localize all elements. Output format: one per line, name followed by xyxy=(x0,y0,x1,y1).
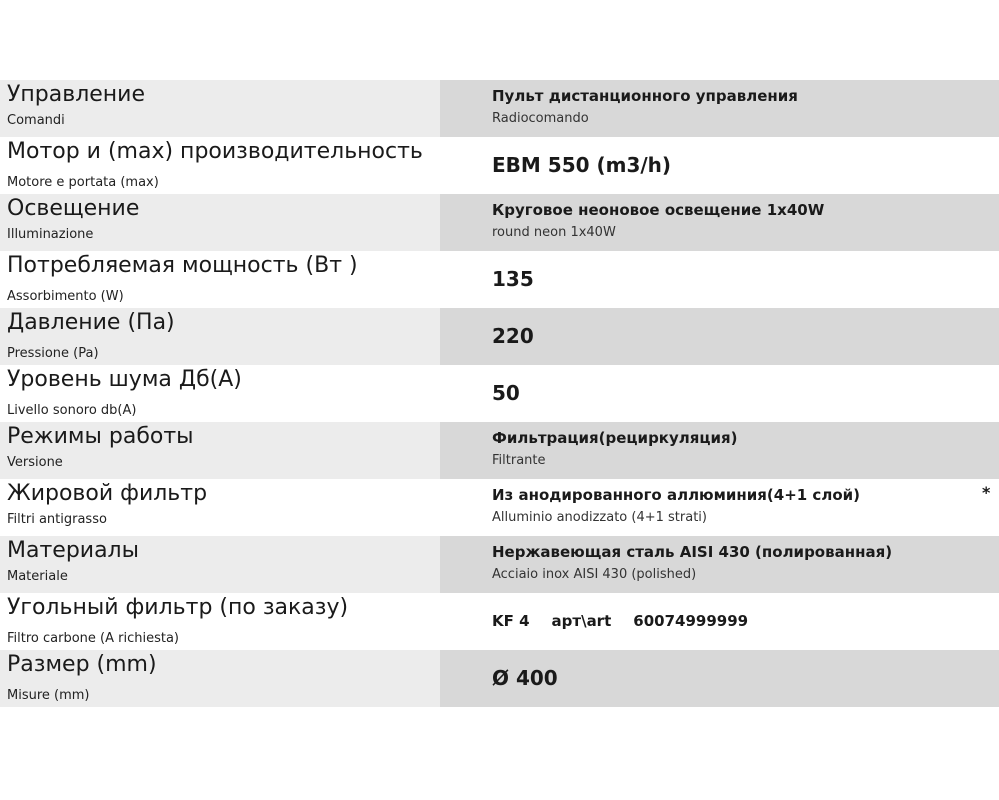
spec-row-size xyxy=(0,650,999,707)
label-cell xyxy=(0,650,440,707)
label-it: Filtro carbone (A richiesta) xyxy=(7,631,179,646)
label-it: Assorbimento (W) xyxy=(7,289,124,304)
value-main: Ø 400 xyxy=(492,666,558,690)
label-it: Versione xyxy=(7,455,63,470)
spec-row-materials xyxy=(0,536,999,593)
spec-row-controls xyxy=(0,80,999,137)
label-cell xyxy=(0,365,440,422)
value-main: Круговое неоновое освещение 1x40W xyxy=(492,201,825,219)
label-ru: Освещение xyxy=(7,196,140,221)
value-main: 135 xyxy=(492,267,534,291)
label-cell xyxy=(0,593,440,650)
value-sub: Acciaio inox AISI 430 (polished) xyxy=(492,567,697,582)
value-main: 220 xyxy=(492,324,534,348)
label-it: Livello sonoro db(A) xyxy=(7,403,137,418)
value-sub: Radiocomando xyxy=(492,111,589,126)
label-ru: Материалы xyxy=(7,538,139,563)
label-it: Illuminazione xyxy=(7,227,94,242)
value-main xyxy=(492,611,748,631)
label-it: Pressione (Pa) xyxy=(7,346,99,361)
value-cell xyxy=(440,593,999,650)
label-cell xyxy=(0,137,440,194)
value-main: Из анодированного аллюминия(4+1 слой) xyxy=(492,486,860,504)
spec-table xyxy=(0,80,999,707)
spec-row-power xyxy=(0,251,999,308)
spec-row-grease-filter xyxy=(0,479,999,536)
label-ru: Уровень шума Дб(А) xyxy=(7,367,242,392)
value-cell xyxy=(440,422,999,479)
article-label: арт\art xyxy=(551,612,612,630)
label-ru: Мотор и (max) производительность xyxy=(7,139,423,164)
label-ru: Управление xyxy=(7,82,146,107)
value-cell xyxy=(440,365,999,422)
label-it: Motore e portata (max) xyxy=(7,175,159,190)
label-it: Misure (mm) xyxy=(7,688,90,703)
value-cell xyxy=(440,80,999,137)
label-ru: Давление (Па) xyxy=(7,310,175,335)
label-cell xyxy=(0,536,440,593)
label-ru: Потребляемая мощность (Вт ) xyxy=(7,253,358,278)
spec-row-motor xyxy=(0,137,999,194)
value-cell xyxy=(440,650,999,707)
spec-row-noise xyxy=(0,365,999,422)
value-main: Нержавеющая сталь AISI 430 (полированная) xyxy=(492,543,893,561)
label-ru: Угольный фильтр (по заказу) xyxy=(7,595,349,620)
label-ru: Жировой фильтр xyxy=(7,481,208,506)
value-cell xyxy=(440,536,999,593)
value-main: EBM 550 (m3/h) xyxy=(492,153,672,177)
value-main: Пульт дистанционного управления xyxy=(492,87,798,105)
spec-row-lighting xyxy=(0,194,999,251)
label-cell xyxy=(0,194,440,251)
label-cell xyxy=(0,308,440,365)
value-main: 50 xyxy=(492,381,520,405)
label-it: Comandi xyxy=(7,113,65,128)
value-main: Фильтрация(рециркуляция) xyxy=(492,429,738,447)
value-sub: Filtrante xyxy=(492,453,546,468)
value-cell xyxy=(440,479,999,536)
label-cell xyxy=(0,80,440,137)
spec-row-carbon-filter xyxy=(0,593,999,650)
filter-model: KF 4 xyxy=(492,612,530,630)
article-number: 60074999999 xyxy=(633,612,749,630)
value-cell xyxy=(440,308,999,365)
label-ru: Режимы работы xyxy=(7,424,194,449)
footnote-asterisk: * xyxy=(982,483,991,502)
label-cell xyxy=(0,422,440,479)
label-cell xyxy=(0,251,440,308)
value-cell xyxy=(440,194,999,251)
label-cell xyxy=(0,479,440,536)
spec-row-pressure xyxy=(0,308,999,365)
value-sub: Alluminio anodizzato (4+1 strati) xyxy=(492,510,707,525)
label-it: Filtri antigrasso xyxy=(7,512,107,527)
value-cell xyxy=(440,137,999,194)
label-it: Materiale xyxy=(7,569,68,584)
value-cell xyxy=(440,251,999,308)
label-ru: Размер (mm) xyxy=(7,652,157,677)
value-sub: round neon 1x40W xyxy=(492,225,616,240)
spec-row-mode xyxy=(0,422,999,479)
